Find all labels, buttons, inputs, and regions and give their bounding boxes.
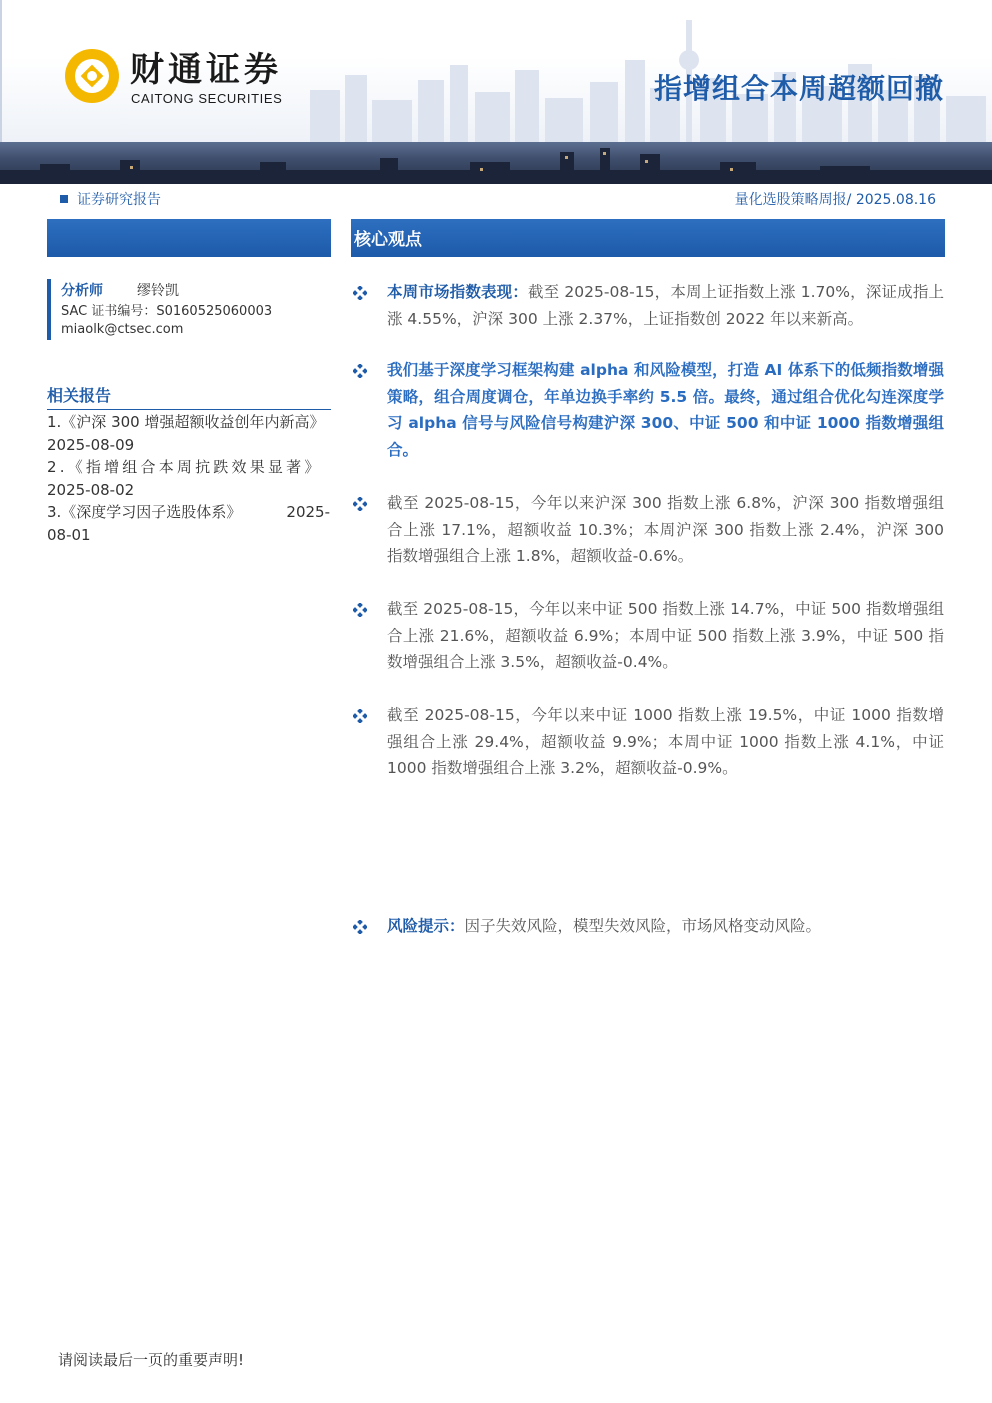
core-point-zz1000: 截至 2025-08-15，今年以来中证 1000 指数上涨 19.5%，中证 1000 指数增强组合上涨 29.4%，超额收益 9.9%；本周中证 1000 指数上涨 4.1%，中证 1000 指数增强组合上涨 3.2%，超额收益-0.9%。 (387, 706, 944, 777)
analyst-accent-bar (47, 279, 51, 340)
related-report-item[interactable] (47, 501, 330, 546)
related-reports-title: 相关报告 (47, 386, 112, 405)
city-lights-illustration (0, 142, 992, 184)
core-point-risk (387, 913, 944, 940)
city-night-band (0, 142, 992, 184)
related-report-title: 1.《沪深 300 增强超额收益创年内新高》 (47, 413, 325, 431)
diamond-bullet-icon (353, 286, 367, 300)
related-report-item[interactable] (47, 411, 330, 456)
diamond-bullet-icon (353, 920, 367, 934)
core-point-text: 截至 2025-08-15，本周上证指数上涨 1.70%，深证成指上涨 4.55%，沪深 300 上涨 2.37%，上证指数创 2022 年以来新高。 (387, 283, 944, 328)
analyst-sac-number: SAC 证书编号：S0160525060003 (61, 304, 273, 319)
square-bullet-icon (60, 195, 68, 203)
brand-name-cn: 财通证券 (130, 50, 282, 90)
header-edge-line (0, 0, 2, 142)
left-column-header-bar (47, 219, 331, 257)
diamond-bullet-icon (353, 364, 367, 378)
brand-name-en: CAITONG SECURITIES (131, 91, 283, 106)
core-point-market (387, 279, 944, 332)
related-report-title: 2.《指增组合本周抗跌效果显著》 (47, 458, 323, 476)
analyst-email[interactable]: miaolk@ctsec.com (61, 322, 184, 337)
core-point-strategy: 我们基于深度学习框架构建 alpha 和风险模型，打造 AI 体系下的低频指数增强策略，组合周度调仓，年单边换手率约 5.5 倍。最终，通过组合优化勾连深度学习 alpha 信号与风险信号构建沪深 300、中证 500 和中证 1000 指数增强组合。 (387, 361, 944, 459)
analyst-name: 缪铃凯 (137, 283, 179, 299)
core-view-header-bar (351, 219, 945, 257)
related-report-date: 2025-08-09 (47, 435, 135, 454)
related-report-title: 3.《深度学习因子选股体系》 (47, 503, 242, 521)
core-view-title: 核心观点 (354, 230, 422, 250)
analyst-label: 分析师 (61, 283, 103, 299)
related-reports-divider (47, 409, 331, 410)
risk-lead: 风险提示： (387, 917, 465, 935)
report-series-date: 量化选股策略周报/ 2025.08.16 (734, 192, 936, 208)
core-point-lead: 本周市场指数表现： (387, 283, 528, 301)
related-report-date-part: 2025- (286, 503, 330, 521)
core-point-hs300: 截至 2025-08-15，今年以来沪深 300 指数上涨 6.8%，沪深 300 指数增强组合上涨 17.1%，超额收益 10.3%；本周沪深 300 指数上涨 2.4%，沪深 300 指数增强组合上涨 1.8%，超额收益-0.6%。 (387, 494, 944, 565)
report-title: 指增组合本周超额回撤 (653, 72, 944, 105)
diamond-bullet-icon (353, 603, 367, 617)
related-report-item[interactable] (47, 456, 330, 501)
report-type: 证券研究报告 (77, 192, 161, 208)
related-report-date: 08-01 (47, 525, 91, 544)
risk-text: 因子失效风险，模型失效风险，市场风格变动风险。 (464, 917, 822, 935)
caitong-logo-icon (62, 46, 122, 106)
related-report-date: 2025-08-02 (47, 480, 135, 499)
disclaimer-note: 请阅读最后一页的重要声明! (58, 1351, 245, 1369)
core-point-zz500: 截至 2025-08-15，今年以来中证 500 指数上涨 14.7%，中证 500 指数增强组合上涨 21.6%，超额收益 6.9%；本周中证 500 指数上涨 3.9%，中证 500 指数增强组合上涨 3.5%，超额收益-0.4%。 (387, 600, 944, 671)
diamond-bullet-icon (353, 709, 367, 723)
diamond-bullet-icon (353, 497, 367, 511)
related-reports-list (47, 411, 330, 546)
